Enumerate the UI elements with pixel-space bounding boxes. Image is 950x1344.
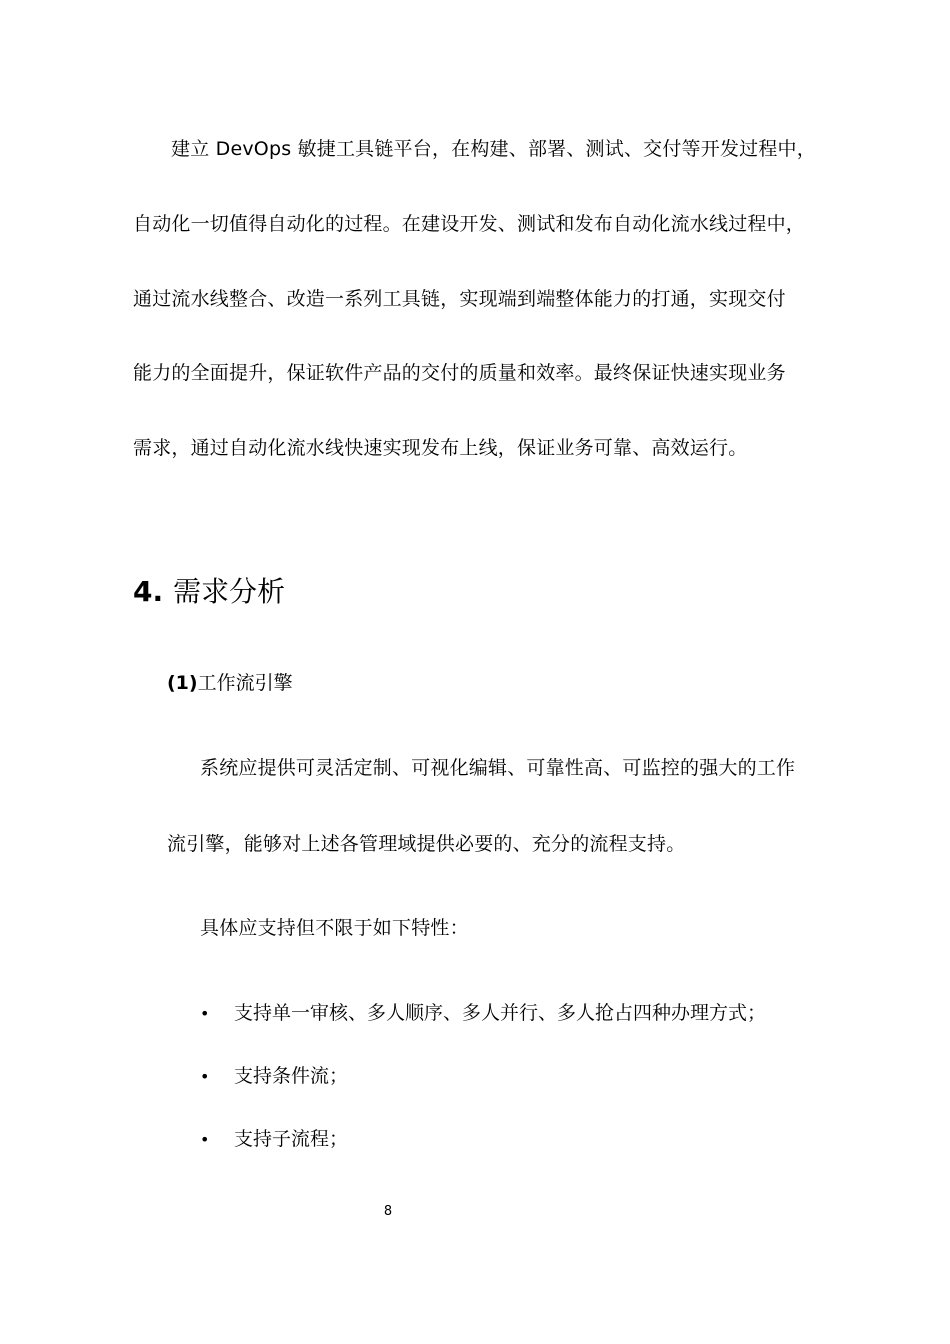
features-intro: 具体应支持但不限于如下特性： <box>200 917 469 939</box>
bullet-icon: • <box>200 1130 210 1149</box>
workflow-line-1: 系统应提供可灵活定制、可视化编辑、可靠性高、可监控的强大的工作 <box>200 757 796 779</box>
page-number: 8 <box>383 1204 393 1219</box>
intro-line-1: 建立 DevOps 敏捷工具链平台，在构建、部署、测试、交付等开发过程中， <box>171 138 816 160</box>
intro-line-2: 自动化一切值得自动化的过程。在建设开发、测试和发布自动化流水线过程中， <box>133 213 806 235</box>
section-title: 需求分析 <box>173 575 286 608</box>
list-item-text: 支持条件流； <box>234 1065 349 1087</box>
bullet-icon: • <box>200 1004 210 1023</box>
list-item <box>200 1000 766 1027</box>
list-item <box>200 1063 348 1090</box>
intro-line-5: 需求，通过自动化流水线快速实现发布上线，保证业务可靠、高效运行。 <box>133 437 748 459</box>
section-heading <box>133 574 285 610</box>
bullet-icon: • <box>200 1067 210 1086</box>
subsection-title: 工作流引擎 <box>197 672 293 694</box>
list-item <box>200 1126 348 1153</box>
subsection-number: (1) <box>167 672 198 694</box>
intro-line-4: 能力的全面提升，保证软件产品的交付的质量和效率。最终保证快速实现业务 <box>133 362 786 384</box>
intro-line-3: 通过流水线整合、改造一系列工具链，实现端到端整体能力的打通，实现交付 <box>133 288 786 310</box>
subsection-heading <box>167 670 293 696</box>
list-item-text: 支持单一审核、多人顺序、多人并行、多人抢占四种办理方式； <box>234 1002 767 1024</box>
list-item-text: 支持子流程； <box>234 1128 349 1150</box>
section-number: 4. <box>133 575 164 608</box>
workflow-line-2: 流引擎，能够对上述各管理域提供必要的、充分的流程支持。 <box>167 833 686 855</box>
